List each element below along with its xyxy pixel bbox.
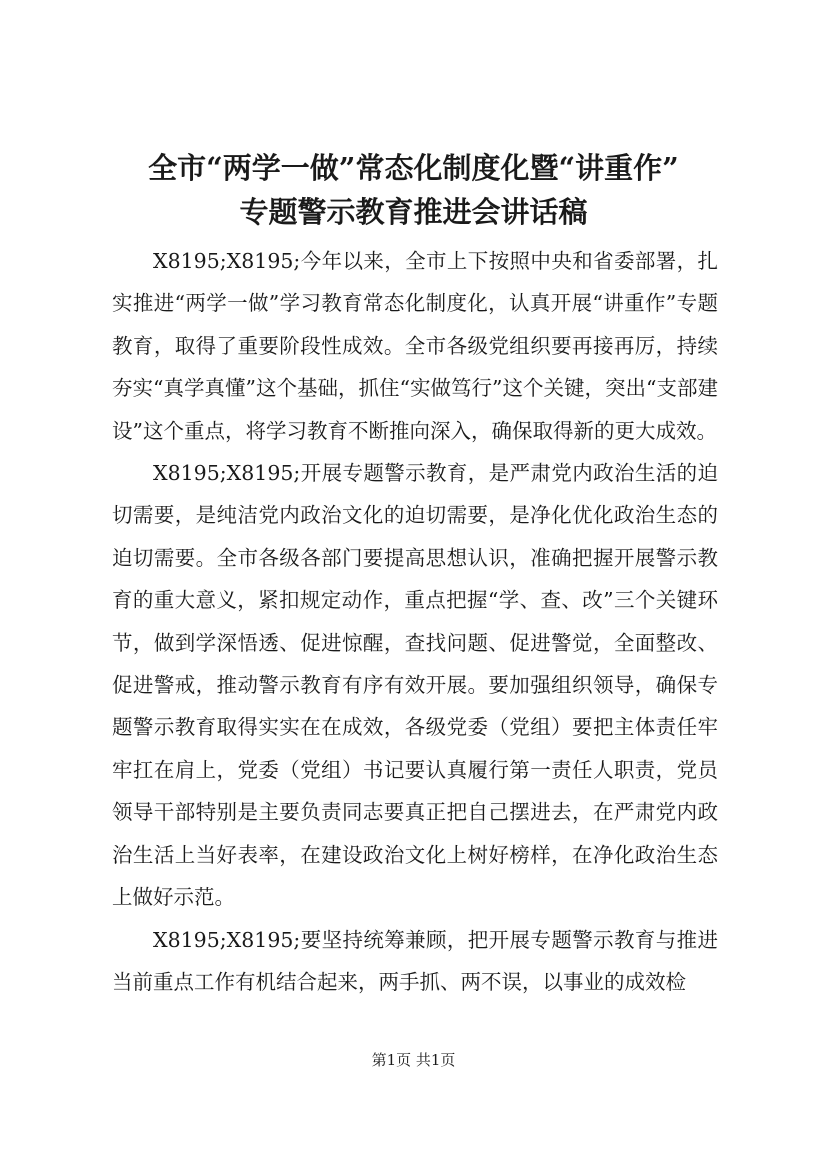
- body-paragraph-1: X8195;X8195;今年以来，全市上下按照中央和省委部署，扎实推进“两学一做”学习教育常态化制度化，认真开展“讲重作”专题教育，取得了重要阶段性成效。全市各级党组织要再接再厉，持续夯实“真学真懂”这个基础，抓住“实做笃行”这个关键，突出“支部建设”这个重点，将学习教育不断推向深入，确保取得新的更大成效。: [112, 249, 718, 443]
- document-body: [112, 240, 718, 1003]
- document-title-line-1: 全市“两学一做”常态化制度化暨“讲重作”: [148, 151, 679, 185]
- body-paragraph-2: X8195;X8195;开展专题警示教育，是严肃党内政治生活的迫切需要，是纯洁党内政治文化的迫切需要，是净化优化政治生态的迫切需要。全市各级各部门要提高思想认识，准确把握开展警示教育的重大意义，紧扣规定动作，重点把握“学、查、改”三个关键环节，做到学深悟透、促进惊醒，查找问题、促进警觉，全面整改、促进警戒，推动警示教育有序有效开展。要加强组织领导，确保专题警示教育取得实实在在成效，各级党委（党组）要把主体责任牢牢扛在肩上，党委（党组）书记要认真履行第一责任人职责，党员领导干部特别是主要负责同志要真正把自己摆进去，在严肃党内政治生活上当好表率，在建设政治文化上树好榜样，在净化政治生态上做好示范。: [112, 461, 718, 910]
- body-paragraph-3: X8195;X8195;要坚持统筹兼顾，把开展专题警示教育与推进当前重点工作有机结合起来，两手抓、两不误，以事业的成效检: [112, 927, 718, 994]
- document-title-line-2: 专题警示教育推进会讲话稿: [239, 195, 588, 229]
- page-number-footer: 第1页 共1页: [371, 1051, 456, 1069]
